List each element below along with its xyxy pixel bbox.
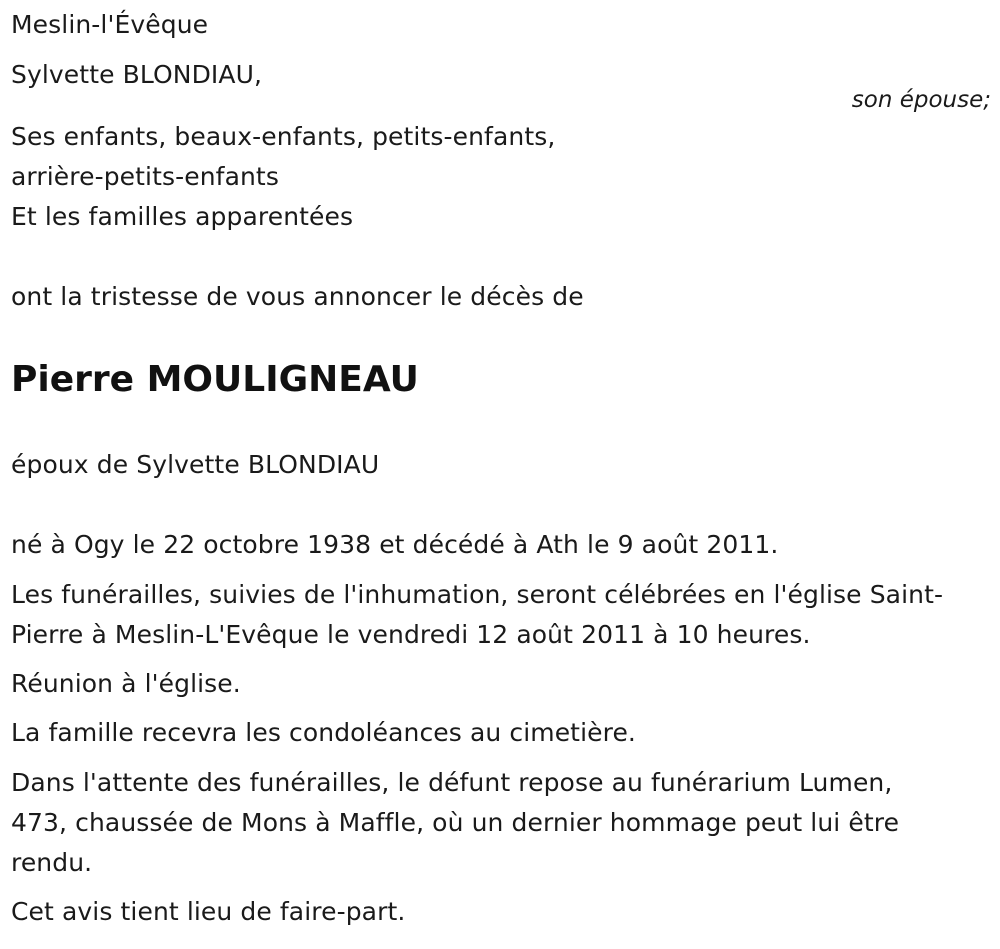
ceremony-line-2: Pierre à Meslin-L'Evêque le vendredi 12 août 2011 à 10 heures. bbox=[11, 620, 811, 649]
spouse-role: son épouse; bbox=[851, 87, 991, 113]
ceremony-line-1: Les funérailles, suivies de l'inhumation, seront célébrées en l'église Saint- bbox=[11, 580, 944, 609]
repose-line-1: Dans l'attente des funérailles, le défunt repose au funérarium Lumen, bbox=[11, 768, 893, 797]
deceased-name: Pierre MOULIGNEAU bbox=[11, 359, 419, 400]
repose-line-3: rendu. bbox=[11, 848, 93, 877]
family-line-3: Et les familles apparentées bbox=[11, 202, 354, 231]
announcement-text: ont la tristesse de vous annoncer le décès de bbox=[11, 282, 584, 311]
meeting-info: Réunion à l'église. bbox=[11, 669, 241, 698]
condolences-info: La famille recevra les condoléances au cimetière. bbox=[11, 718, 636, 747]
family-line-1: Ses enfants, beaux-enfants, petits-enfants, bbox=[11, 122, 556, 151]
deceased-relation: époux de Sylvette BLONDIAU bbox=[11, 450, 380, 479]
birth-death-details: né à Ogy le 22 octobre 1938 et décédé à Ath le 9 août 2011. bbox=[11, 530, 779, 559]
family-line-2: arrière-petits-enfants bbox=[11, 162, 279, 191]
locality: Meslin-l'Évêque bbox=[11, 10, 209, 39]
notice-text: Cet avis tient lieu de faire-part. bbox=[11, 897, 406, 926]
repose-line-2: 473, chaussée de Mons à Maffle, où un dernier hommage peut lui être bbox=[11, 808, 900, 837]
spouse-name: Sylvette BLONDIAU, bbox=[11, 60, 263, 89]
